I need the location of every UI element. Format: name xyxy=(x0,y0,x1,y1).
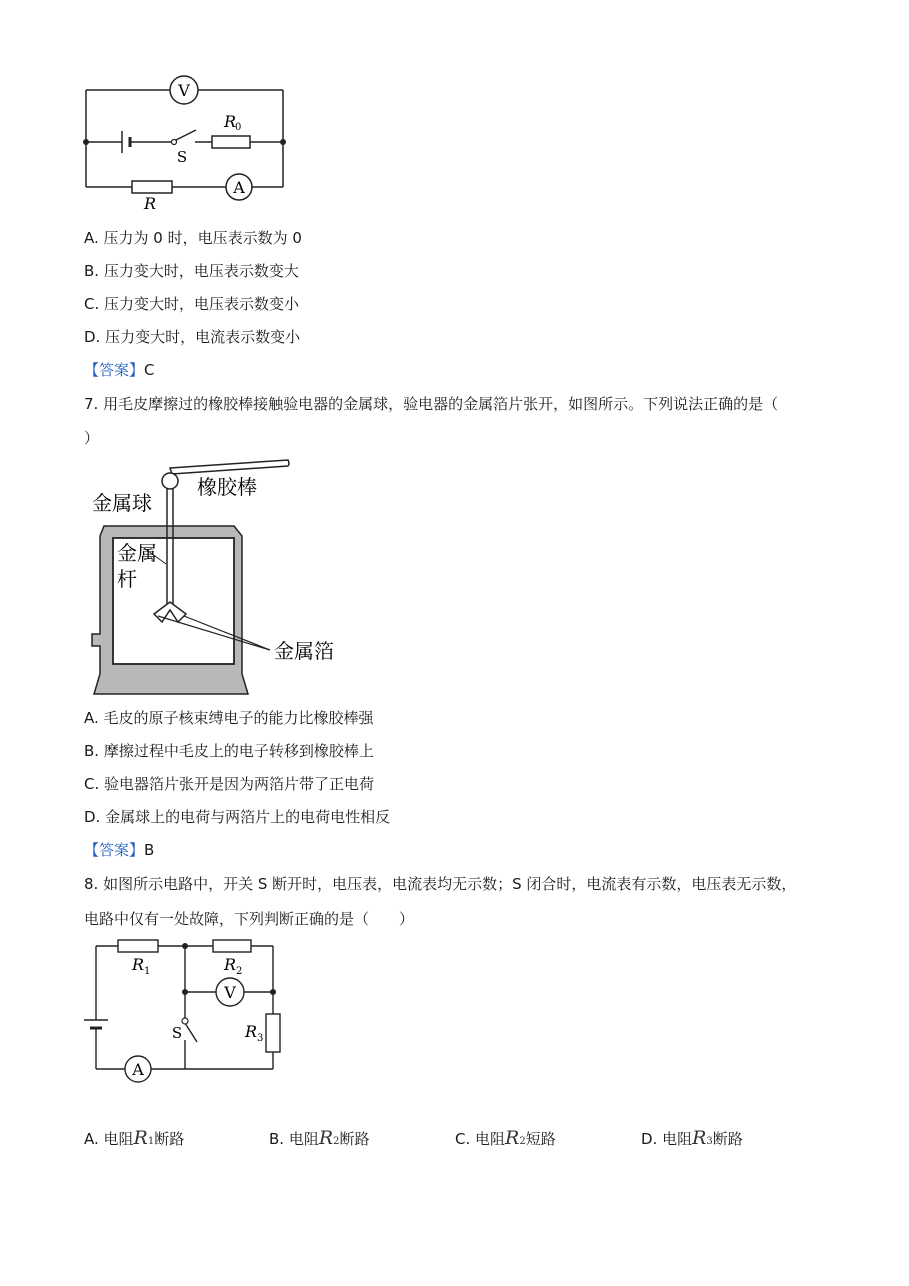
q8-option-d xyxy=(641,1126,743,1154)
junction-dot xyxy=(182,989,188,995)
q7-option-b: B. 摩擦过程中毛皮上的电子转移到橡胶棒上 xyxy=(84,742,374,760)
r2-subscript: 2 xyxy=(236,966,243,977)
q7-answer xyxy=(84,840,154,860)
voltmeter-label: V xyxy=(224,983,236,1002)
r0-label: R xyxy=(224,112,237,131)
r0-subscript: 0 xyxy=(235,122,242,133)
q8-stem-line1: 8. 如图所示电路中，开关 S 断开时，电压表，电流表均无示数；S 闭合时，电流表有示数，电压表无示数， xyxy=(84,875,797,893)
resistor-symbol: R xyxy=(133,1127,148,1149)
switch-pivot xyxy=(172,140,177,145)
q8-option-c xyxy=(455,1126,556,1154)
ammeter-label: A xyxy=(132,1060,144,1079)
switch-pivot xyxy=(182,1018,188,1024)
switch-label: S xyxy=(176,148,188,166)
resistor-symbol: R xyxy=(318,1127,334,1149)
circuit-diagram-q8 xyxy=(78,934,298,1086)
junction-dot xyxy=(280,139,286,145)
q6-answer xyxy=(84,360,155,380)
switch-label: S xyxy=(171,1024,183,1042)
junction-dot xyxy=(182,943,188,949)
q7-stem-line2: ） xyxy=(84,429,100,447)
r2-label: R xyxy=(224,955,237,974)
resistor-subscript: 2 xyxy=(519,1136,526,1147)
circuit-diagram-q6 xyxy=(78,66,298,216)
resistor-subscript: 1 xyxy=(147,1136,155,1147)
option-prefix: B. 电阻 xyxy=(269,1130,319,1148)
q8-option-a xyxy=(84,1126,184,1154)
label-metal-stick-1: 金属 xyxy=(117,541,157,565)
answer-value: B xyxy=(144,841,155,859)
resistor-subscript: 2 xyxy=(333,1136,340,1147)
voltmeter-label: V xyxy=(178,81,190,100)
ammeter-label: A xyxy=(233,178,245,197)
resistor-symbol: R xyxy=(692,1127,707,1149)
answer-tag: 【答案】 xyxy=(84,361,145,379)
q6-option-d: D. 压力变大时，电流表示数变小 xyxy=(84,328,301,346)
r3-subscript: 3 xyxy=(257,1033,264,1044)
label-metal-foil: 金属箔 xyxy=(274,639,334,663)
resistor-subscript: 3 xyxy=(706,1136,713,1147)
electroscope-diagram xyxy=(84,456,364,700)
q7-option-d: D. 金属球上的电荷与两箔片上的电荷电性相反 xyxy=(84,808,391,826)
option-prefix: D. 电阻 xyxy=(641,1130,693,1148)
answer-value: C xyxy=(144,361,155,379)
r1-subscript: 1 xyxy=(144,966,151,977)
junction-dot xyxy=(270,989,276,995)
r3-label: R xyxy=(245,1022,258,1041)
option-prefix: C. 电阻 xyxy=(455,1130,506,1148)
rubber-rod xyxy=(170,460,289,474)
q7-option-c: C. 验电器箔片张开是因为两箔片带了正电荷 xyxy=(84,775,375,793)
option-suffix: 短路 xyxy=(525,1130,556,1148)
resistor-symbol: R xyxy=(505,1127,520,1149)
answer-tag: 【答案】 xyxy=(84,841,145,859)
option-suffix: 断路 xyxy=(339,1130,370,1148)
junction-dot xyxy=(83,139,89,145)
option-suffix: 断路 xyxy=(154,1130,185,1148)
option-suffix: 断路 xyxy=(712,1130,743,1148)
r-label: R xyxy=(143,194,157,213)
label-rubber-rod: 橡胶棒 xyxy=(197,475,257,499)
q6-option-a: A. 压力为 0 时，电压表示数为 0 xyxy=(84,229,302,247)
metal-ball xyxy=(162,473,178,489)
q7-stem-line1: 7. 用毛皮摩擦过的橡胶棒接触验电器的金属球，验电器的金属箔片张开，如图所示。下列说法正确的是（ xyxy=(84,395,779,413)
label-metal-ball: 金属球 xyxy=(92,491,152,515)
option-prefix: A. 电阻 xyxy=(84,1130,134,1148)
q7-option-a: A. 毛皮的原子核束缚电子的能力比橡胶棒强 xyxy=(84,709,374,727)
q8-option-b xyxy=(269,1126,370,1154)
q6-option-c: C. 压力变大时，电压表示数变小 xyxy=(84,295,300,313)
r1-label: R xyxy=(132,955,145,974)
label-metal-stick-2: 杆 xyxy=(117,567,137,591)
q8-stem-line2: 电路中仅有一处故障，下列判断正确的是（ ） xyxy=(84,910,415,928)
q6-option-b: B. 压力变大时，电压表示数变大 xyxy=(84,262,299,280)
